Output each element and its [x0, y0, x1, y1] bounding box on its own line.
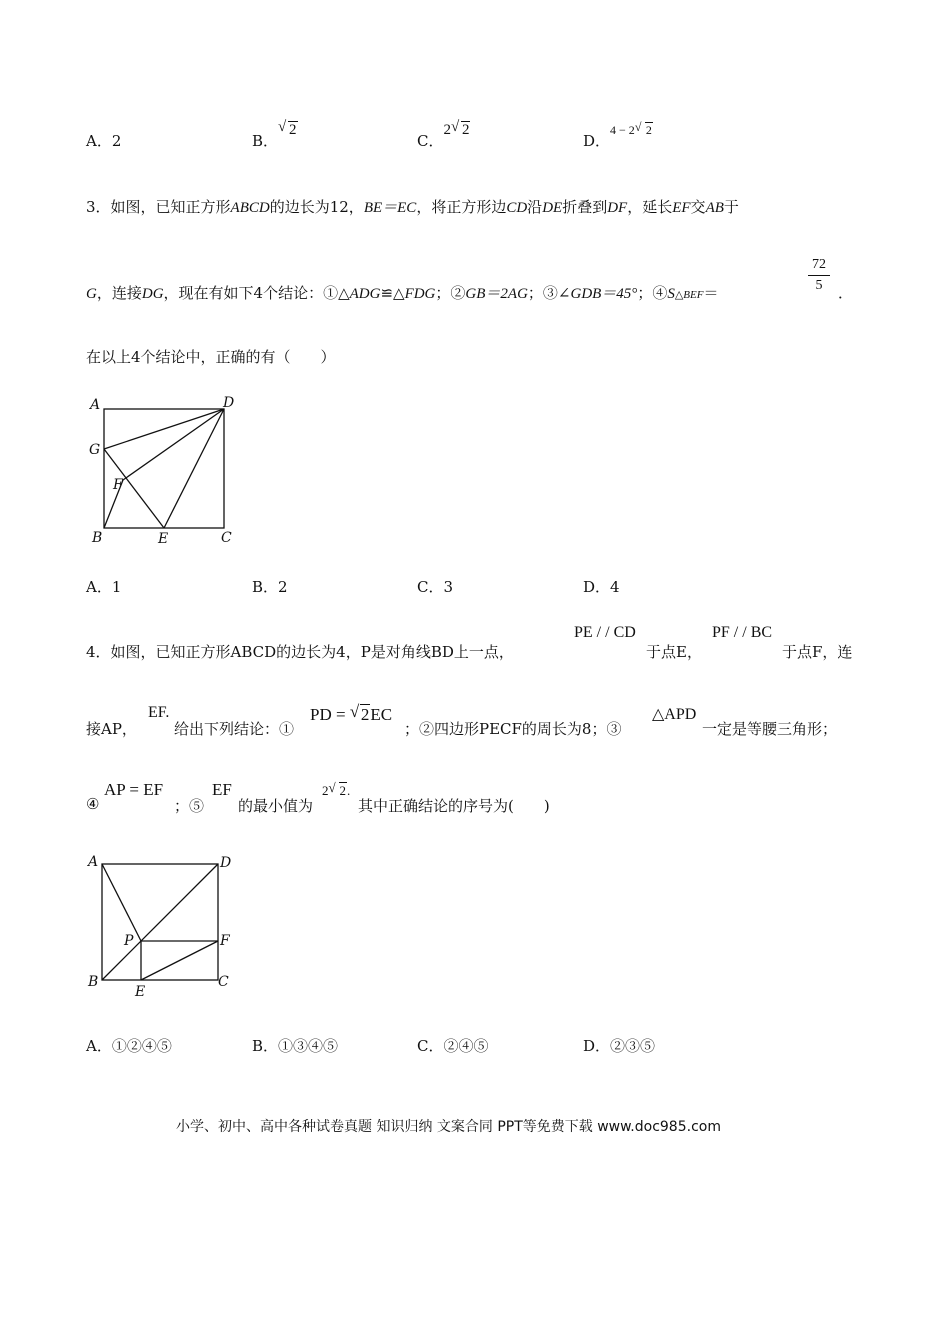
q3-frac-numerator: 72: [812, 257, 826, 272]
q4-line2-d: 一定是等腰三角形；: [702, 720, 838, 738]
q4-label-c: C: [218, 974, 229, 990]
q3-area-subscript: △BEF: [674, 289, 704, 301]
q4-option-a: A．①②④⑤: [86, 1037, 172, 1055]
q2-option-b-sqrt: √ 2: [278, 119, 297, 138]
q3-line-gd: [104, 409, 224, 449]
q2-option-d-radicand: 2: [645, 123, 652, 137]
q3-option-b: B．2: [252, 578, 288, 596]
q3-option-c: C．3: [417, 578, 454, 596]
q3-ab: AB: [705, 200, 724, 216]
q3-text: ；②: [435, 284, 466, 302]
page-footer: 小学、初中、高中各种试卷真题 知识归纳 文案合同 PPT等免费下载 www.doc985.com: [176, 1119, 721, 1135]
q3-label-f: F: [113, 477, 123, 493]
q3-option-d: D．4: [583, 578, 620, 596]
q2-option-c-sqrt: √ 2: [450, 119, 470, 138]
q3-frac-denominator: 5: [815, 278, 823, 293]
q4-line2-c: ；②四边形PECF的周长为8；③: [404, 720, 622, 738]
q3-equals: ＝: [703, 284, 719, 302]
q4-line2-b: 给出下列结论：①: [174, 720, 295, 738]
q4-min-sqrt: √ 2: [328, 780, 346, 798]
q3-be-ec: BE＝EC: [363, 200, 417, 216]
q4-line1-c: 于点F，连: [782, 643, 853, 661]
q4-triangle-apd: △APD: [652, 706, 697, 723]
q4-label-b: B: [88, 974, 99, 990]
q3-text: 的边长为12，: [269, 198, 364, 216]
q3-line-fd: [123, 409, 224, 480]
q3-cd: CD: [506, 200, 528, 216]
q4-min-radicand: 2: [339, 783, 346, 798]
q3-ef: EF: [672, 200, 691, 216]
q2-option-b-radicand: 2: [289, 122, 297, 138]
q3-text: 交: [690, 198, 706, 216]
q4-option-b: B．①③④⑤: [252, 1037, 339, 1055]
q4-line1-b: 于点E，: [646, 643, 702, 661]
q4-option-c: C．②④⑤: [417, 1037, 489, 1055]
q3-abcd: ABCD: [230, 200, 270, 216]
q4-pd-sqrt: √ 2: [349, 702, 370, 724]
q4-line1-a: 4．如图，已知正方形ABCD的边长为4，P是对角线BD上一点，: [86, 643, 514, 661]
q2-option-d-label: D．: [583, 132, 611, 150]
q3-label-a: A: [90, 397, 101, 413]
q3-gb-2ag: GB＝2AG: [465, 286, 528, 302]
q3-line1: [86, 196, 739, 217]
q3-text: 折叠到: [562, 198, 608, 216]
q3-label-b: B: [92, 530, 103, 546]
q4-pf-parallel-bc: PF / / BC: [712, 624, 773, 641]
q3-figure: [84, 390, 244, 550]
q4-ef: EF.: [148, 704, 170, 721]
q3-text: ；③∠: [527, 284, 571, 302]
q4-diagonal-bd: [102, 864, 218, 980]
q3-fdg: FDG: [404, 286, 436, 302]
q3-square: [104, 409, 224, 528]
q3-df: DF: [607, 200, 628, 216]
q4-label-a: A: [88, 854, 99, 870]
q4-option-d: D．②③⑤: [583, 1037, 656, 1055]
q3-text: ，延长: [627, 198, 673, 216]
q3-area-s: S: [667, 286, 675, 302]
q4-pd-eq: [310, 704, 392, 725]
q2-option-b-label: B．: [252, 132, 279, 150]
q2-option-c: [417, 119, 470, 151]
q4-line3-c: 的最小值为: [238, 797, 314, 815]
q4-label-e: E: [135, 984, 146, 998]
q3-text: 沿: [527, 198, 543, 216]
q4-line3-d: 其中正确结论的序号为( ): [358, 797, 550, 815]
q3-label-d: D: [223, 395, 235, 411]
q4-pd-radicand: 2: [360, 705, 370, 724]
q2-option-b: [252, 119, 298, 151]
q4-pd-text: PD =: [310, 705, 350, 724]
q3-period: ．: [838, 284, 854, 302]
q3-line3: 在以上4个结论中，正确的有（ ）: [86, 348, 336, 366]
q2-option-d: [583, 120, 653, 151]
q3-fraction: [808, 256, 830, 295]
q2-option-c-coef: 2: [443, 122, 451, 138]
q3-label-c: C: [221, 530, 232, 546]
q3-gdb-45: GDB＝45°: [570, 286, 638, 302]
q3-de: DE: [542, 200, 563, 216]
q4-label-d: D: [220, 855, 232, 871]
q4-ef2: EF: [212, 780, 232, 799]
q2-option-d-sqrt: √ 2: [634, 120, 652, 137]
q4-line2-a: 接AP，: [86, 720, 137, 738]
q3-text: ；④: [637, 284, 668, 302]
q3-option-a: A．1: [86, 578, 122, 596]
q4-min-value: [322, 782, 350, 799]
q3-g: G: [86, 286, 97, 302]
q3-line2: [86, 282, 718, 303]
q4-ap-eq-ef: AP = EF: [104, 780, 164, 799]
q4-line-ap: [102, 864, 141, 941]
q3-label-e: E: [158, 531, 169, 547]
q3-label-g: G: [89, 442, 101, 458]
q3-text: ，连接: [96, 284, 142, 302]
q3-text: ，现在有如下4个结论：①△: [163, 284, 350, 302]
q2-option-c-radicand: 2: [461, 122, 470, 138]
q4-line-ef: [141, 941, 218, 980]
q4-min-dot: .: [347, 783, 351, 798]
q2-option-c-label: C．: [417, 132, 444, 150]
q4-line3-a: ④: [86, 795, 100, 813]
q4-line3-b: ；⑤: [174, 797, 205, 815]
q3-adg: ADG: [349, 286, 381, 302]
q4-ec-text: EC: [370, 705, 393, 724]
q3-congruent: ≌△: [380, 284, 405, 302]
q3-text: 于: [723, 198, 739, 216]
q3-dg: DG: [141, 286, 164, 302]
q3-text: 3．如图，已知正方形: [86, 198, 231, 216]
q4-label-p: P: [124, 933, 134, 949]
q2-option-a: A．2: [86, 132, 122, 150]
q3-line-ed: [164, 409, 224, 528]
q4-figure: [84, 848, 244, 998]
q3-text: ，将正方形边: [416, 198, 507, 216]
q4-min-coef: 2: [322, 783, 329, 798]
q4-pe-parallel-cd: PE / / CD: [574, 624, 636, 641]
q4-label-f: F: [220, 933, 230, 949]
q2-option-d-expr: 4 − 2: [610, 123, 635, 137]
